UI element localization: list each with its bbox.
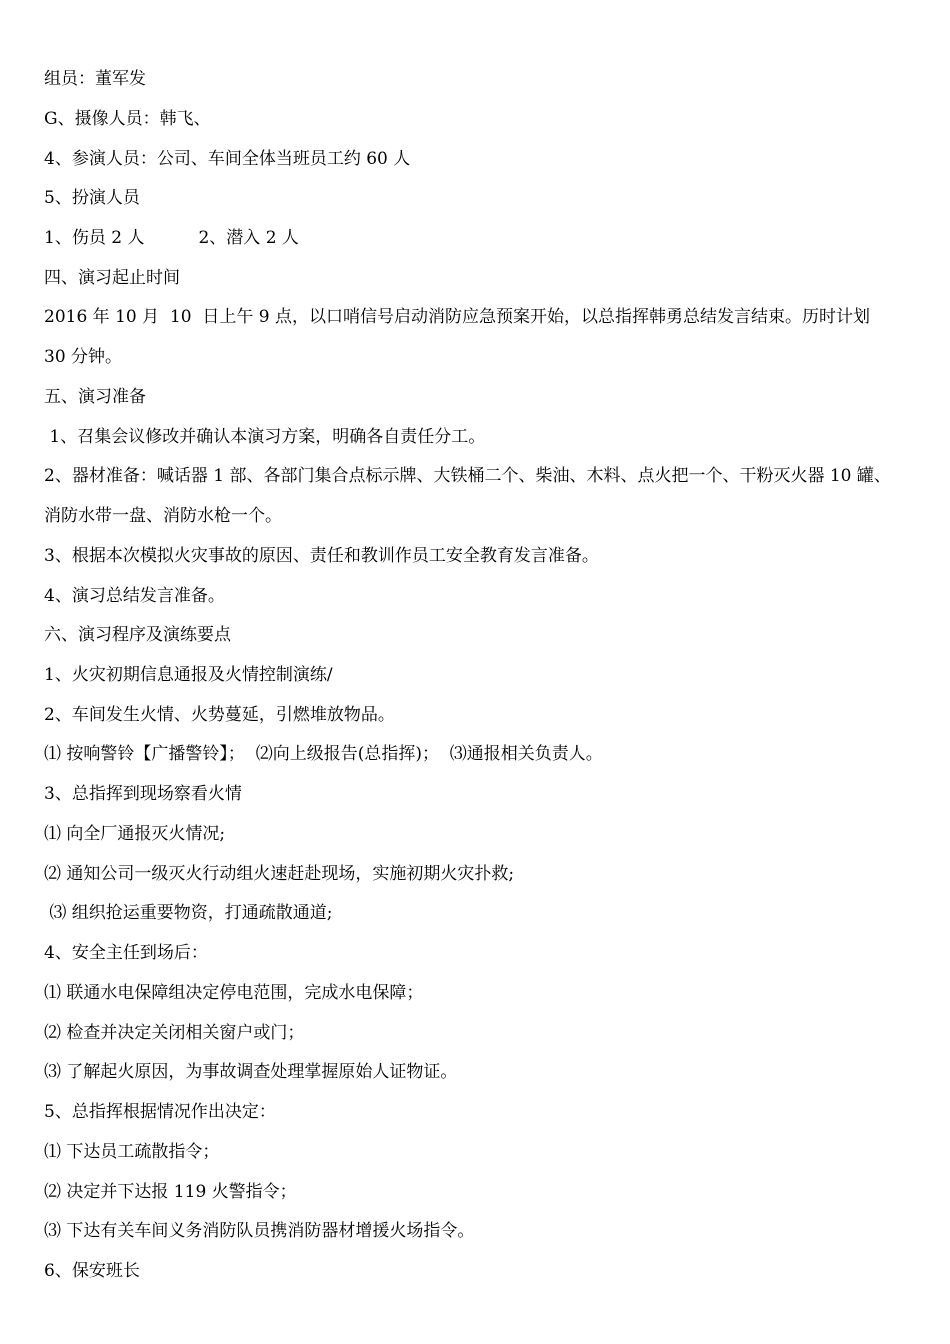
text-line: 5、总指挥根据情况作出决定： (44, 1102, 276, 1122)
text-line: ⑶ 下达有关车间义务消防队员携消防器材增援火场指令。 (44, 1221, 475, 1241)
text-line: 2016 年 10 月 10 日上午 9 点，以口哨信号启动消防应急预案开始，以总指挥韩勇总结发言结束。历时计划 (44, 307, 870, 327)
text-line: ⑴ 向全厂通报灭火情况; (44, 824, 226, 844)
text-line: 1、火灾初期信息通报及火情控制演练/ (44, 665, 333, 685)
section-heading: 四、演习起止时间 (44, 268, 180, 288)
text-line: ⑶ 组织抢运重要物资，打通疏散通道; (44, 903, 333, 923)
text-line: ⑵ 通知公司一级灭火行动组火速赶赴现场，实施初期火灾扑救; (44, 864, 515, 884)
text-line: 30 分钟。 (44, 347, 123, 367)
text-line: 组员：董军发 (44, 69, 146, 89)
text-line: 4、安全主任到场后： (44, 943, 208, 963)
text-line: ⑵ 检查并决定关闭相关窗户或门； (44, 1023, 305, 1043)
text-line: ⑴ 联通水电保障组决定停电范围，完成水电保障； (44, 983, 424, 1003)
text-line: 2、车间发生火情、火势蔓延，引燃堆放物品。 (44, 705, 395, 725)
text-line: ⑴ 按响警铃【广播警铃】； ⑵向上级报告(总指挥)； ⑶通报相关负责人。 (44, 744, 603, 764)
text-line: ⑶ 了解起火原因，为事故调查处理掌握原始人证物证。 (44, 1062, 458, 1082)
text-line: 3、根据本次模拟火灾事故的原因、责任和教训作员工安全教育发言准备。 (44, 546, 599, 566)
text-line: 1、召集会议修改并确认本演习方案，明确各自责任分工。 (44, 427, 486, 447)
text-line: 消防水带一盘、消防水枪一个。 (44, 506, 282, 526)
text-line: 6、保安班长 (44, 1261, 140, 1281)
section-heading: 五、演习准备 (44, 387, 146, 407)
text-line: ⑴ 下达员工疏散指令； (44, 1142, 220, 1162)
text-line: ⑵ 决定并下达报 119 火警指令； (44, 1182, 297, 1202)
text-line: 4、演习总结发言准备。 (44, 586, 225, 606)
text-line: 5、扮演人员 (44, 188, 140, 208)
text-line: 2、器材准备：喊话器 1 部、各部门集合点标示牌、大铁桶二个、柴油、木料、点火把一个、干粉灭火器 10 罐、 (44, 466, 891, 486)
text-line: 1、伤员 2 人 2、潜入 2 人 (44, 228, 299, 248)
text-line: 4、参演人员：公司、车间全体当班员工约 60 人 (44, 149, 411, 169)
text-line: 3、总指挥到现场察看火情 (44, 784, 242, 804)
text-line: G、摄像人员：韩飞、 (44, 109, 211, 129)
section-heading: 六、演习程序及演练要点 (44, 625, 231, 645)
